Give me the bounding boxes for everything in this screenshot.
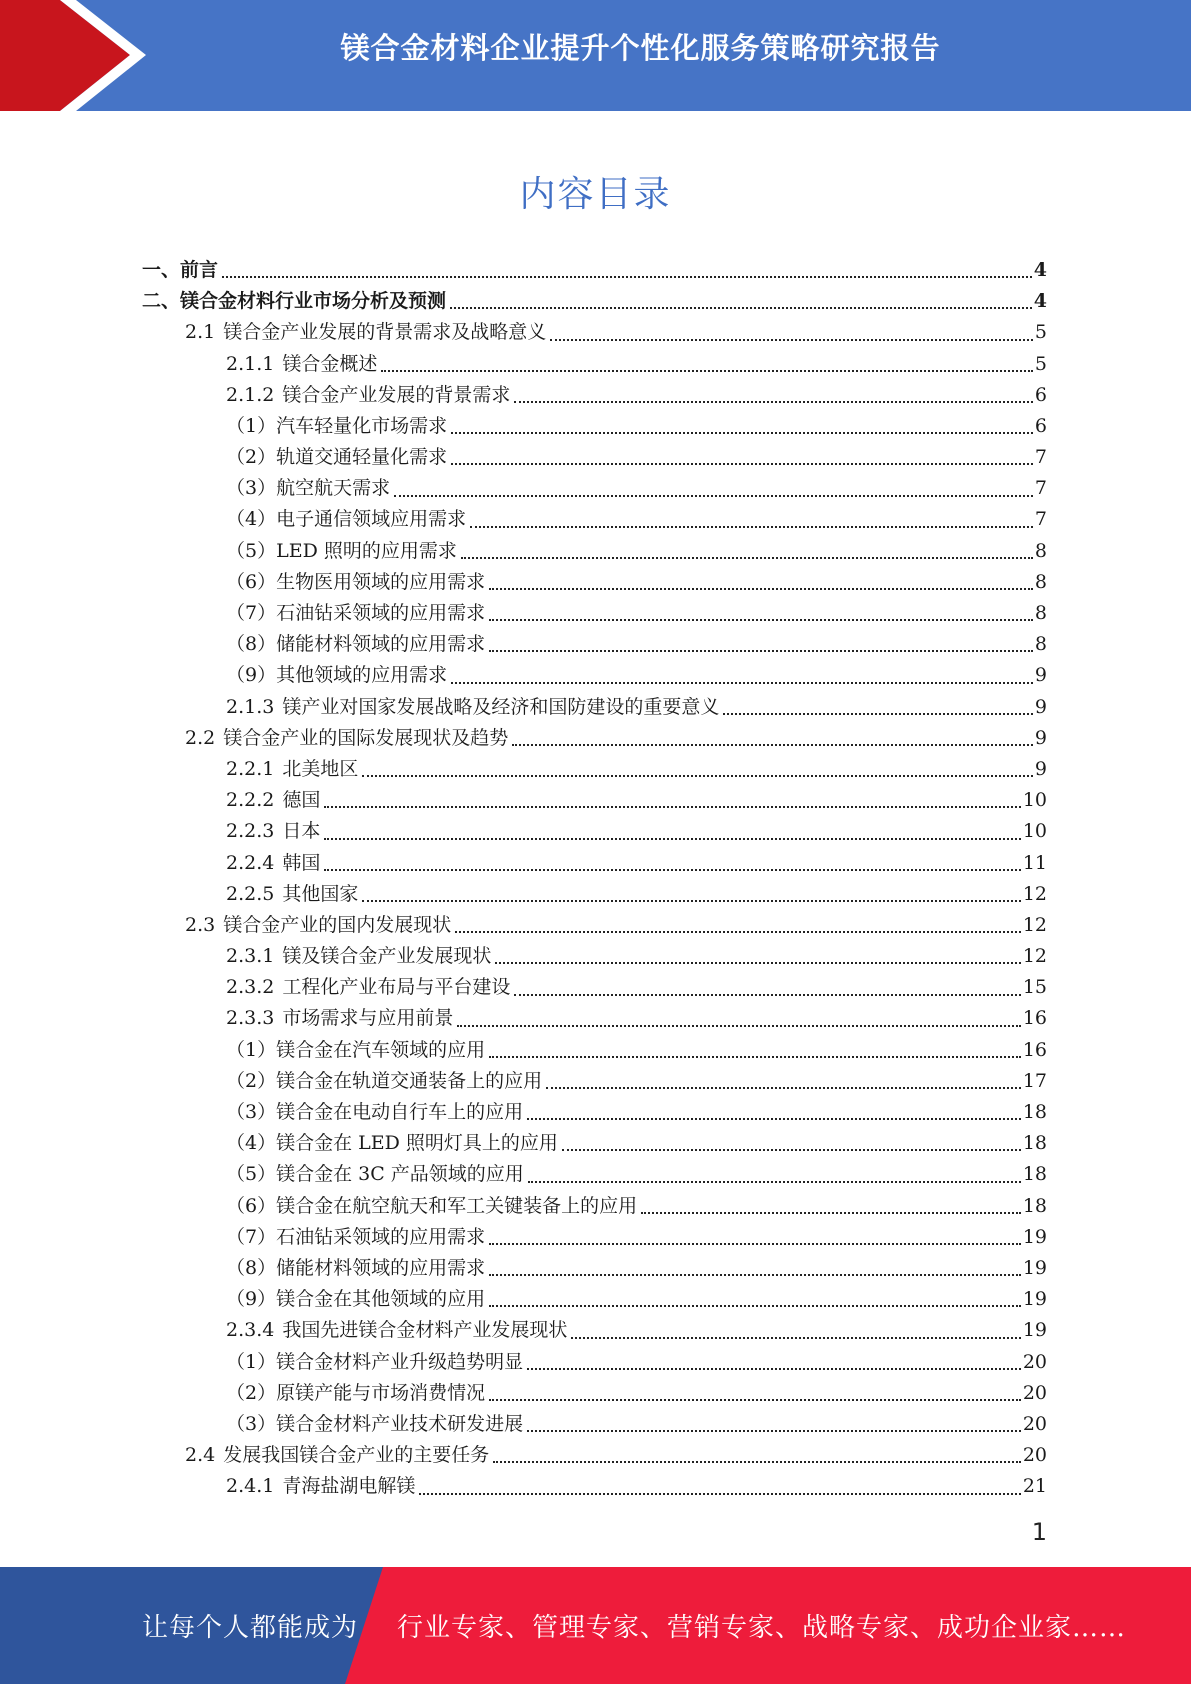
toc-entry-number: 2.2.2 bbox=[226, 789, 275, 812]
toc-entry-page: 18 bbox=[1022, 1163, 1047, 1186]
toc-entry-label: （1）镁合金在汽车领域的应用 bbox=[226, 1038, 486, 1061]
toc-entry-page: 7 bbox=[1034, 477, 1047, 500]
toc-entry-label: 市场需求与应用前景 bbox=[282, 1007, 454, 1030]
toc-entry-title bbox=[226, 1315, 569, 1346]
toc-entry-label: （6）镁合金在航空航天和军工关键装备上的应用 bbox=[226, 1194, 638, 1217]
toc-entry-page: 8 bbox=[1034, 602, 1047, 625]
toc-entry-number: 2.2.1 bbox=[226, 757, 275, 780]
toc-entry-page: 9 bbox=[1034, 757, 1047, 780]
toc-dot-leader bbox=[451, 463, 1033, 465]
toc-entry-level-3[interactable] bbox=[142, 349, 1047, 380]
toc-entry-level-4[interactable] bbox=[142, 1066, 1047, 1097]
toc-entry-label: 我国先进镁合金材料产业发展现状 bbox=[282, 1319, 568, 1342]
toc-entry-page: 8 bbox=[1034, 539, 1047, 562]
toc-dot-leader bbox=[419, 1493, 1020, 1495]
toc-dot-leader bbox=[546, 1087, 1021, 1089]
toc-entry-level-4[interactable] bbox=[142, 1035, 1047, 1066]
toc-entry-level-4[interactable] bbox=[142, 629, 1047, 660]
toc-dot-leader bbox=[489, 1399, 1021, 1401]
toc-entry-title bbox=[226, 879, 360, 910]
toc-entry-page: 7 bbox=[1034, 508, 1047, 531]
toc-entry-number: 2.1.2 bbox=[226, 383, 275, 406]
toc-dot-leader bbox=[222, 276, 1032, 278]
toc-entry-label: 镁合金产业发展的背景需求及战略意义 bbox=[223, 321, 547, 344]
toc-dot-leader bbox=[493, 1461, 1021, 1463]
toc-entry-label: 发展我国镁合金产业的主要任务 bbox=[223, 1444, 490, 1467]
report-header-band bbox=[0, 0, 1191, 111]
toc-entry-label: 二、镁合金材料行业市场分析及预测 bbox=[142, 290, 447, 313]
toc-entry-title bbox=[226, 1159, 526, 1190]
toc-dot-leader bbox=[362, 775, 1033, 777]
toc-entry-label: 德国 bbox=[282, 789, 321, 812]
toc-dot-leader bbox=[324, 838, 1020, 840]
toc-entry-label: （1）汽车轻量化市场需求 bbox=[226, 414, 448, 437]
toc-entry-page: 10 bbox=[1022, 820, 1047, 843]
toc-entry-level-1[interactable] bbox=[142, 286, 1047, 317]
toc-entry-title bbox=[226, 1253, 487, 1284]
toc-entry-label: （3）航空航天需求 bbox=[226, 477, 391, 500]
toc-entry-level-4[interactable] bbox=[142, 1284, 1047, 1315]
toc-entry-title bbox=[226, 536, 459, 567]
toc-entry-label: 镁合金产业发展的背景需求 bbox=[282, 383, 511, 406]
toc-entry-level-3[interactable] bbox=[142, 754, 1047, 785]
report-title: 镁合金材料企业提升个性化服务策略研究报告 bbox=[340, 31, 941, 65]
toc-dot-leader bbox=[527, 1430, 1021, 1432]
toc-entry-number: 2.3.1 bbox=[226, 945, 275, 968]
toc-entry-level-4[interactable] bbox=[142, 505, 1047, 536]
toc-dot-leader bbox=[489, 1305, 1021, 1307]
toc-entry-level-4[interactable] bbox=[142, 536, 1047, 567]
toc-entry-page: 18 bbox=[1022, 1132, 1047, 1155]
toc-entry-page: 19 bbox=[1022, 1256, 1047, 1279]
toc-dot-leader bbox=[641, 1212, 1021, 1214]
toc-entry-label: 一、前言 bbox=[142, 258, 219, 281]
toc-entry-title bbox=[226, 442, 449, 473]
toc-entry-level-2[interactable] bbox=[142, 1440, 1047, 1471]
toc-dot-leader bbox=[489, 619, 1033, 621]
toc-dot-leader bbox=[451, 432, 1033, 434]
toc-entry-label: （7）石油钻采领域的应用需求 bbox=[226, 1225, 486, 1248]
toc-entry-level-3[interactable] bbox=[142, 879, 1047, 910]
toc-entry-page: 16 bbox=[1022, 1007, 1047, 1030]
toc-entry-label: 镁产业对国家发展战略及经济和国防建设的重要意义 bbox=[282, 695, 720, 718]
toc-entry-level-3[interactable] bbox=[142, 1471, 1047, 1502]
toc-entry-title bbox=[226, 1035, 487, 1066]
toc-entry-label: （2）轨道交通轻量化需求 bbox=[226, 446, 448, 469]
toc-entry-title bbox=[226, 1222, 487, 1253]
toc-entry-page: 9 bbox=[1034, 726, 1047, 749]
toc-entry-page: 9 bbox=[1034, 664, 1047, 687]
toc-entry-title bbox=[226, 941, 493, 972]
toc-entry-level-4[interactable] bbox=[142, 1222, 1047, 1253]
toc-entry-label: （7）石油钻采领域的应用需求 bbox=[226, 602, 486, 625]
toc-entry-page: 5 bbox=[1034, 352, 1047, 375]
toc-dot-leader bbox=[324, 869, 1020, 871]
toc-entry-page: 8 bbox=[1034, 633, 1047, 656]
toc-entry-level-4[interactable] bbox=[142, 1128, 1047, 1159]
toc-dot-leader bbox=[455, 931, 1021, 933]
toc-entry-title bbox=[226, 1409, 525, 1440]
toc-entry-title bbox=[142, 286, 448, 317]
toc-entry-level-3[interactable] bbox=[142, 380, 1047, 411]
toc-dot-leader bbox=[527, 1118, 1021, 1120]
toc-entry-level-2[interactable] bbox=[142, 317, 1047, 348]
toc-dot-leader bbox=[550, 339, 1033, 341]
toc-entry-label: （1）镁合金材料产业升级趋势明显 bbox=[226, 1350, 524, 1373]
toc-entry-level-4[interactable] bbox=[142, 473, 1047, 504]
toc-entry-page: 6 bbox=[1034, 383, 1047, 406]
toc-entry-title bbox=[226, 660, 449, 691]
toc-entry-level-4[interactable] bbox=[142, 442, 1047, 473]
toc-entry-title bbox=[226, 629, 487, 660]
toc-dot-leader bbox=[527, 1368, 1021, 1370]
toc-dot-leader bbox=[489, 1056, 1021, 1058]
toc-entry-label: 北美地区 bbox=[282, 757, 359, 780]
toc-entry-page: 12 bbox=[1022, 913, 1047, 936]
toc-entry-label: （6）生物医用领域的应用需求 bbox=[226, 570, 486, 593]
toc-entry-level-3[interactable] bbox=[142, 972, 1047, 1003]
toc-dot-leader bbox=[450, 307, 1032, 309]
toc-entry-level-3[interactable] bbox=[142, 941, 1047, 972]
toc-dot-leader bbox=[394, 495, 1033, 497]
footer-slogan-left: 让每个人都能成为 bbox=[142, 1613, 359, 1643]
toc-entry-page: 20 bbox=[1022, 1444, 1047, 1467]
toc-entry-level-3[interactable] bbox=[142, 1315, 1047, 1346]
toc-entry-title bbox=[226, 349, 379, 380]
table-of-contents bbox=[142, 255, 1047, 1503]
toc-entry-level-4[interactable] bbox=[142, 1159, 1047, 1190]
toc-entry-page: 20 bbox=[1022, 1350, 1047, 1373]
toc-entry-page: 20 bbox=[1022, 1381, 1047, 1404]
red-chevron-decoration bbox=[0, 0, 160, 111]
toc-entry-label: （3）镁合金材料产业技术研发进展 bbox=[226, 1412, 524, 1435]
toc-entry-page: 7 bbox=[1034, 446, 1047, 469]
toc-entry-label: （5）镁合金在 3C 产品领域的应用 bbox=[226, 1163, 524, 1186]
toc-entry-title bbox=[226, 411, 449, 442]
toc-entry-title bbox=[226, 380, 512, 411]
toc-entry-title bbox=[226, 1003, 455, 1034]
toc-entry-title bbox=[226, 1378, 487, 1409]
toc-entry-level-4[interactable] bbox=[142, 1191, 1047, 1222]
toc-entry-level-2[interactable] bbox=[142, 910, 1047, 941]
toc-entry-label: 镁及镁合金产业发展现状 bbox=[282, 945, 492, 968]
toc-dot-leader bbox=[489, 588, 1033, 590]
toc-entry-title bbox=[226, 785, 322, 816]
toc-entry-label: 青海盐湖电解镁 bbox=[282, 1475, 416, 1498]
toc-entry-title bbox=[226, 692, 721, 723]
toc-dot-leader bbox=[489, 1243, 1021, 1245]
toc-entry-title bbox=[226, 1066, 544, 1097]
toc-entry-title bbox=[185, 1440, 491, 1471]
toc-entry-number: 2.1 bbox=[185, 321, 216, 344]
toc-entry-page: 15 bbox=[1022, 976, 1047, 999]
toc-entry-page: 10 bbox=[1022, 789, 1047, 812]
toc-dot-leader bbox=[381, 370, 1033, 372]
toc-entry-title bbox=[185, 910, 453, 941]
toc-dot-leader bbox=[489, 1274, 1021, 1276]
toc-entry-number: 2.4.1 bbox=[226, 1475, 275, 1498]
toc-entry-page: 12 bbox=[1022, 882, 1047, 905]
toc-dot-leader bbox=[495, 962, 1020, 964]
toc-dot-leader bbox=[451, 682, 1033, 684]
toc-entry-label: （2）原镁产能与市场消费情况 bbox=[226, 1381, 486, 1404]
toc-entry-title bbox=[226, 504, 468, 535]
toc-entry-level-3[interactable] bbox=[142, 785, 1047, 816]
toc-entry-page: 21 bbox=[1022, 1475, 1047, 1498]
toc-entry-label: 其他国家 bbox=[282, 882, 359, 905]
footer-slogan-right: 行业专家、管理专家、营销专家、战略专家、成功企业家…… bbox=[397, 1613, 1127, 1643]
toc-entry-page: 8 bbox=[1034, 570, 1047, 593]
toc-entry-page: 12 bbox=[1022, 945, 1047, 968]
toc-entry-page: 9 bbox=[1034, 695, 1047, 718]
footer-band bbox=[0, 1567, 1191, 1684]
toc-entry-page: 17 bbox=[1022, 1069, 1047, 1092]
toc-entry-number: 2.2.3 bbox=[226, 820, 275, 843]
toc-entry-level-3[interactable] bbox=[142, 1004, 1047, 1035]
toc-entry-page: 6 bbox=[1034, 414, 1047, 437]
toc-entry-title bbox=[226, 1191, 639, 1222]
toc-entry-title bbox=[226, 598, 487, 629]
toc-entry-number: 2.1.3 bbox=[226, 695, 275, 718]
toc-entry-level-4[interactable] bbox=[142, 660, 1047, 691]
toc-entry-level-4[interactable] bbox=[142, 598, 1047, 629]
toc-entry-number: 2.4 bbox=[185, 1444, 216, 1467]
toc-entry-label: （9）镁合金在其他领域的应用 bbox=[226, 1288, 486, 1311]
toc-entry-level-4[interactable] bbox=[142, 1097, 1047, 1128]
toc-entry-title bbox=[185, 723, 510, 754]
toc-entry-page: 18 bbox=[1022, 1101, 1047, 1124]
toc-entry-title bbox=[226, 567, 487, 598]
toc-entry-label: （4）镁合金在 LED 照明灯具上的应用 bbox=[226, 1132, 558, 1155]
toc-dot-leader bbox=[324, 806, 1020, 808]
toc-entry-label: （4）电子通信领域应用需求 bbox=[226, 508, 467, 531]
toc-entry-level-3[interactable] bbox=[142, 816, 1047, 847]
toc-entry-title bbox=[226, 1128, 560, 1159]
toc-entry-level-2[interactable] bbox=[142, 723, 1047, 754]
toc-entry-number: 2.3.4 bbox=[226, 1319, 275, 1342]
toc-entry-number: 2.3.3 bbox=[226, 1007, 275, 1030]
toc-entry-label: （3）镁合金在电动自行车上的应用 bbox=[226, 1101, 524, 1124]
toc-entry-title bbox=[226, 1347, 525, 1378]
toc-entry-level-4[interactable] bbox=[142, 567, 1047, 598]
toc-entry-number: 2.3.2 bbox=[226, 976, 275, 999]
toc-entry-level-4[interactable] bbox=[142, 1409, 1047, 1440]
toc-entry-label: （8）储能材料领域的应用需求 bbox=[226, 1256, 486, 1279]
toc-entry-title bbox=[226, 1284, 487, 1315]
toc-entry-page: 4 bbox=[1033, 290, 1047, 313]
toc-dot-leader bbox=[470, 526, 1033, 528]
toc-entry-number: 2.2.4 bbox=[226, 851, 275, 874]
toc-entry-label: 工程化产业布局与平台建设 bbox=[282, 976, 511, 999]
toc-dot-leader bbox=[489, 650, 1033, 652]
toc-entry-label: 日本 bbox=[282, 820, 321, 843]
toc-entry-page: 20 bbox=[1022, 1412, 1047, 1435]
toc-entry-level-4[interactable] bbox=[142, 1378, 1047, 1409]
toc-dot-leader bbox=[562, 1149, 1021, 1151]
toc-entry-title bbox=[226, 816, 322, 847]
toc-entry-label: 镁合金产业的国际发展现状及趋势 bbox=[223, 726, 509, 749]
toc-dot-leader bbox=[514, 401, 1033, 403]
toc-entry-level-4[interactable] bbox=[142, 1347, 1047, 1378]
toc-dot-leader bbox=[514, 994, 1020, 996]
toc-dot-leader bbox=[528, 1181, 1021, 1183]
toc-entry-label: （9）其他领域的应用需求 bbox=[226, 664, 448, 687]
toc-entry-number: 2.3 bbox=[185, 913, 216, 936]
toc-entry-title bbox=[226, 848, 322, 879]
toc-entry-level-4[interactable] bbox=[142, 1253, 1047, 1284]
toc-entry-page: 11 bbox=[1022, 851, 1047, 874]
page-number: 1 bbox=[1031, 1518, 1047, 1546]
toc-entry-level-3[interactable] bbox=[142, 692, 1047, 723]
toc-entry-label: （5）LED 照明的应用需求 bbox=[226, 539, 457, 562]
toc-entry-page: 19 bbox=[1022, 1225, 1047, 1248]
toc-dot-leader bbox=[512, 744, 1033, 746]
toc-entry-label: （2）镁合金在轨道交通装备上的应用 bbox=[226, 1069, 543, 1092]
toc-entry-page: 4 bbox=[1033, 258, 1047, 281]
toc-entry-page: 5 bbox=[1034, 321, 1047, 344]
toc-entry-label: （8）储能材料领域的应用需求 bbox=[226, 633, 486, 656]
toc-entry-page: 19 bbox=[1022, 1288, 1047, 1311]
toc-dot-leader bbox=[571, 1337, 1020, 1339]
toc-entry-number: 2.2 bbox=[185, 726, 216, 749]
toc-dot-leader bbox=[457, 1025, 1020, 1027]
toc-entry-number: 2.1.1 bbox=[226, 352, 275, 375]
toc-dot-leader bbox=[362, 900, 1020, 902]
toc-entry-level-1[interactable] bbox=[142, 255, 1047, 286]
toc-heading: 内容目录 bbox=[519, 174, 672, 215]
toc-entry-page: 19 bbox=[1022, 1319, 1047, 1342]
toc-dot-leader bbox=[723, 713, 1033, 715]
toc-entry-title bbox=[226, 1097, 525, 1128]
toc-entry-number: 2.2.5 bbox=[226, 882, 275, 905]
toc-entry-title bbox=[226, 473, 392, 504]
toc-dot-leader bbox=[461, 557, 1033, 559]
toc-entry-title bbox=[226, 972, 512, 1003]
toc-entry-page: 16 bbox=[1022, 1038, 1047, 1061]
toc-entry-label: 韩国 bbox=[282, 851, 321, 874]
toc-entry-title bbox=[226, 1471, 417, 1502]
toc-entry-title bbox=[142, 255, 220, 286]
toc-entry-label: 镁合金概述 bbox=[282, 352, 378, 375]
toc-entry-page: 18 bbox=[1022, 1194, 1047, 1217]
toc-entry-label: 镁合金产业的国内发展现状 bbox=[223, 913, 452, 936]
toc-entry-title bbox=[185, 317, 548, 348]
toc-entry-title bbox=[226, 754, 360, 785]
toc-entry-level-3[interactable] bbox=[142, 848, 1047, 879]
toc-entry-level-4[interactable] bbox=[142, 411, 1047, 442]
